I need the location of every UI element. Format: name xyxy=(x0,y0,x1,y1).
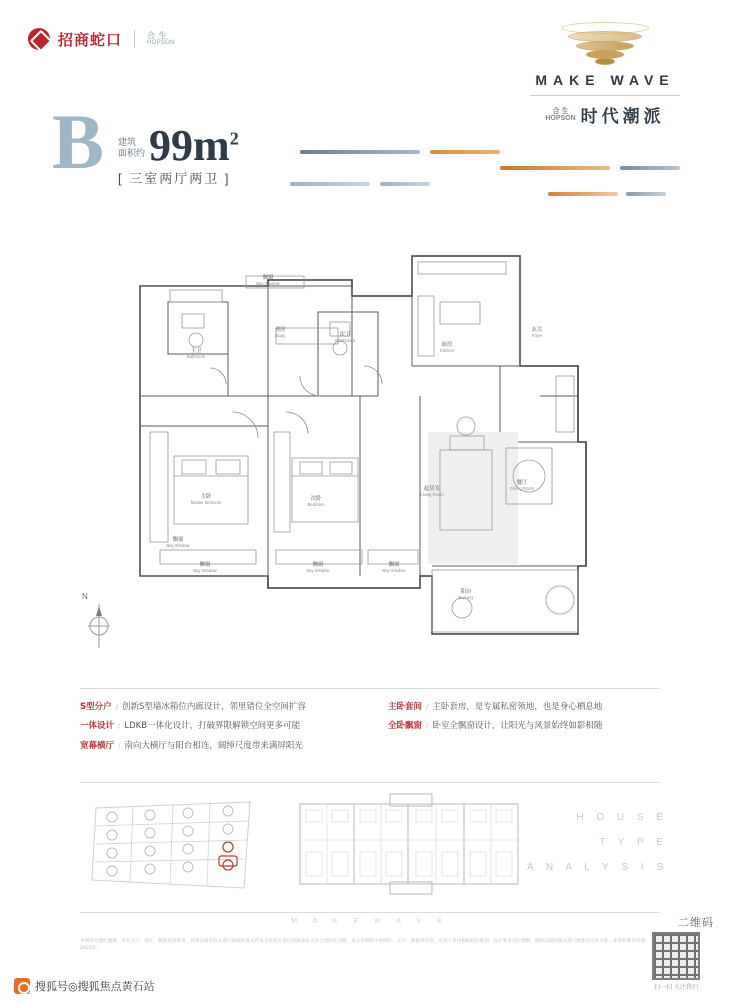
project-logo xyxy=(510,22,700,127)
wave-icon xyxy=(560,22,650,66)
qr-code-image xyxy=(652,932,700,980)
svg-text:Living Room: Living Room xyxy=(420,492,444,497)
project-name-cn-small xyxy=(545,108,575,122)
feature-separator: / xyxy=(118,740,121,751)
feature-value: LDKB一体化设计，打破界限解锁空间更多可能 xyxy=(124,721,301,732)
feature-item xyxy=(80,702,352,713)
decor-bar-3 xyxy=(290,182,370,186)
svg-text:Bay Window: Bay Window xyxy=(193,568,217,573)
area-value: 99 xyxy=(149,121,194,170)
feature-value: 主卧套房，是专属私密领地，也是身心栖息地 xyxy=(432,702,603,712)
feature-item xyxy=(388,702,660,713)
analysis-heading xyxy=(527,812,668,887)
svg-text:次卧: 次卧 xyxy=(310,496,322,502)
feature-key: 宽幕横厅 xyxy=(80,740,115,751)
features-left-column xyxy=(80,702,352,760)
svg-text:飘窗: 飘窗 xyxy=(199,562,211,568)
svg-text:Bay Window: Bay Window xyxy=(166,543,190,548)
partner-name-cn: 合 生 xyxy=(147,30,167,40)
svg-text:书房: 书房 xyxy=(274,327,286,333)
svg-text:Foyer: Foyer xyxy=(531,333,543,338)
feature-key: 一体设计 xyxy=(80,721,115,732)
feature-separator: / xyxy=(115,702,118,712)
feature-separator: / xyxy=(426,702,429,712)
qr-title: 二维码 xyxy=(678,916,714,929)
svg-text:Balcony: Balcony xyxy=(458,595,474,600)
svg-text:Kitchen: Kitchen xyxy=(440,348,454,353)
partner-name-en: HOPSON xyxy=(147,40,175,47)
watermark xyxy=(14,978,155,994)
feature-key: 全卧飘窗 xyxy=(388,721,423,732)
site-plan-diagram xyxy=(88,798,258,894)
logo-divider xyxy=(134,30,135,48)
features-section xyxy=(80,702,660,760)
feature-separator: / xyxy=(118,721,121,732)
feature-value: 创新S型墙冰箱位内廊设计，邻里错位全空间扩容 xyxy=(122,702,306,712)
svg-text:厨房: 厨房 xyxy=(441,342,453,348)
project-name-cn: 时代潮派 xyxy=(580,107,665,126)
decor-bar-1 xyxy=(300,150,420,154)
svg-text:主卫: 主卫 xyxy=(190,348,202,354)
svg-text:飘窗: 飘窗 xyxy=(172,537,184,543)
svg-text:餐厅: 餐厅 xyxy=(516,480,528,486)
unit-type-letter: B xyxy=(52,98,105,185)
svg-text:Washroom: Washroom xyxy=(334,338,356,343)
svg-text:飘窗: 飘窗 xyxy=(312,562,324,568)
project-name-cn-wrap xyxy=(510,102,700,127)
compass-north-label: N xyxy=(82,592,88,601)
decor-bar-7 xyxy=(548,192,618,196)
svg-text:飘窗: 飘窗 xyxy=(262,275,274,281)
decor-bar-2 xyxy=(430,150,500,154)
area-label-line2: 面积约 xyxy=(118,148,146,159)
svg-text:Study: Study xyxy=(274,333,286,338)
feature-item xyxy=(80,741,352,752)
features-divider xyxy=(80,688,660,689)
feature-value: 卧室全飘窗设计，让阳光与风景始终如影相随 xyxy=(432,721,603,732)
feature-separator: / xyxy=(426,721,429,732)
feature-value: 南向大横厅与阳台相连，阔绰尺度带来满屏阳光 xyxy=(124,740,303,751)
feature-key: S型分户 xyxy=(80,702,112,712)
unit-layout-label: [ 三室两厅两卫 ] xyxy=(118,171,231,186)
analysis-line-1: H O U S E xyxy=(576,812,668,823)
analysis-divider xyxy=(80,782,660,783)
developer-logo xyxy=(28,28,175,50)
svg-text:Dining Room: Dining Room xyxy=(509,486,535,491)
area-unit: m xyxy=(193,121,230,170)
svg-text:Bay Window: Bay Window xyxy=(382,568,406,573)
svg-text:Master bedroom: Master bedroom xyxy=(190,500,222,505)
area-label-line1: 建筑 xyxy=(118,137,137,148)
svg-text:Bathroom: Bathroom xyxy=(186,354,206,359)
analysis-line-2: T Y P E xyxy=(599,837,668,848)
feature-item xyxy=(388,721,660,732)
footer-wave-text: M A K E W A V E xyxy=(291,918,449,925)
project-prefix-2: HOPSON xyxy=(545,114,576,122)
svg-text:次卫: 次卫 xyxy=(339,332,351,338)
qr-code[interactable] xyxy=(638,932,714,991)
decor-bar-8 xyxy=(626,192,666,196)
project-prefix-1: 合 生 xyxy=(552,107,569,115)
svg-text:玄关: 玄关 xyxy=(531,327,543,333)
svg-text:起居室: 起居室 xyxy=(423,486,441,492)
svg-text:阳台: 阳台 xyxy=(460,589,472,595)
compass-icon xyxy=(82,592,114,648)
svg-text:主卧: 主卧 xyxy=(200,494,212,500)
decor-bar-5 xyxy=(500,166,610,170)
area-unit-sup: 2 xyxy=(229,128,239,149)
svg-text:Bedroom: Bedroom xyxy=(307,502,325,507)
analysis-line-3: A N A L Y S I S xyxy=(527,862,668,873)
features-right-column xyxy=(388,702,660,760)
developer-name: 招商蛇口 xyxy=(58,30,123,49)
feature-item xyxy=(80,721,352,732)
svg-text:Bay Window: Bay Window xyxy=(256,281,280,286)
decor-bar-4 xyxy=(380,182,430,186)
project-divider xyxy=(530,95,680,96)
developer-mark-icon xyxy=(28,28,50,50)
sohu-logo-icon xyxy=(14,978,30,994)
svg-text:Bay Window: Bay Window xyxy=(306,568,330,573)
area-value-wrap xyxy=(149,121,239,170)
building-floor-plate-diagram xyxy=(270,790,550,900)
watermark-text: 搜狐号◎搜狐焦点黄石站 xyxy=(35,980,155,993)
qr-caption: 扫一扫 关注我们 xyxy=(654,985,698,991)
feature-key: 主卧套间 xyxy=(388,702,423,712)
footer-divider xyxy=(80,912,660,913)
disclaimer-text: 本资料为要约邀请，所有文字、图片、数据仅供参考，具体以政府有关部门最终批准文件及买卖双方签订的商品房买卖合同约定为准。本宣传资料中的图片、文字、数据等内容，出卖人有权根据政府规划、设计要求进行调整，最终以政府相关部门批准的文件为准。本资料制作时间：2023年。 xyxy=(80,939,650,952)
svg-text:飘窗: 飘窗 xyxy=(388,562,400,568)
project-name-en: MAKE WAVE xyxy=(535,72,675,88)
area-label xyxy=(118,137,145,166)
partner-logo xyxy=(147,32,175,47)
decor-bar-6 xyxy=(620,166,680,170)
